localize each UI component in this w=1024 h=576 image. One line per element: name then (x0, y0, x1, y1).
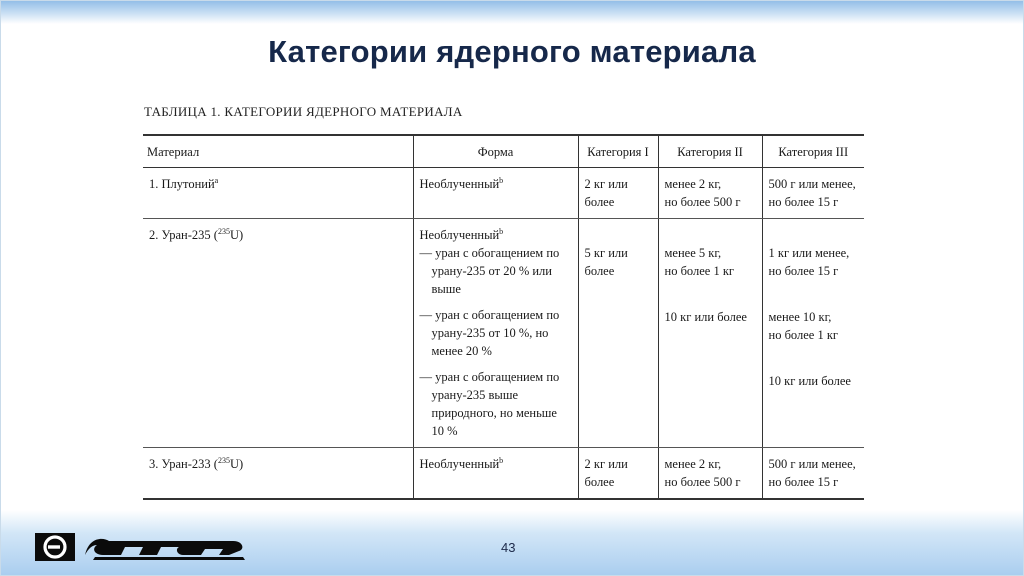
footnote-mark: b (499, 455, 504, 465)
value-line: но более 1 кг (664, 264, 735, 278)
value-line: менее 2 кг, (664, 177, 722, 191)
form-sub-item: — уран с обогащением по урану-235 от 10 %, но менее 20 % (419, 308, 560, 358)
header-material: Материал (143, 135, 413, 168)
cell-category-1: 2 кг или более (578, 168, 658, 219)
footnote-mark: a (214, 175, 219, 185)
value-line: менее 2 кг, (664, 457, 722, 471)
isotope-mass: 235 (217, 226, 230, 236)
form-text: Необлученный (419, 177, 500, 191)
value-line: но более 1 кг (768, 328, 839, 342)
table-row-plutonium (143, 168, 864, 219)
cell-category-1 (578, 219, 658, 448)
value-line: 10 кг или более (768, 374, 851, 388)
header-category-2: Категория II (658, 135, 762, 168)
nuclear-material-category-table (143, 134, 864, 500)
value-line: менее 5 кг, (664, 246, 722, 260)
form-sub-item: — уран с обогащением по урану-235 от 20 % или выше (419, 246, 560, 296)
table-header-row (143, 135, 864, 168)
cell-material (143, 168, 413, 219)
table-caption: ТАБЛИЦА 1. КАТЕГОРИИ ЯДЕРНОГО МАТЕРИАЛА (144, 104, 463, 119)
cell-category-2 (658, 168, 762, 219)
form-sub-item: — уран с обогащением по урану-235 выше природного, но меньше 10 % (419, 370, 560, 438)
slide-title: Категории ядерного материала (268, 34, 756, 69)
cell-category-3 (762, 448, 864, 500)
value-line: но более 15 г (768, 264, 839, 278)
value-line: но более 500 г (664, 195, 741, 209)
cell-form (413, 219, 578, 448)
isotope-symbol: U) (229, 228, 244, 242)
cell-form (413, 448, 578, 500)
page-number: 43 (501, 540, 516, 555)
form-text: Необлученный (419, 457, 500, 471)
footnote-mark: b (499, 226, 504, 236)
eleron-logo-mark (33, 527, 253, 567)
value-line: но более 15 г (768, 195, 839, 209)
table-row-uranium-233 (143, 448, 864, 500)
footnote-mark: b (499, 175, 504, 185)
eleron-logo (33, 527, 253, 567)
cell-category-2 (658, 219, 762, 448)
value-line: менее 10 кг, (768, 310, 832, 324)
header-category-1: Категория I (578, 135, 658, 168)
header-category-3: Категория III (762, 135, 864, 168)
cell-material (143, 448, 413, 500)
table-row-uranium-235 (143, 219, 864, 448)
header-form: Форма (413, 135, 578, 168)
cell-category-3 (762, 168, 864, 219)
value-line: 500 г или менее, (768, 457, 856, 471)
isotope-mass: 235 (217, 455, 230, 465)
cell-category-1: 2 кг или более (578, 448, 658, 500)
isotope-symbol: U) (229, 457, 244, 471)
value-line: 5 кг или более (584, 246, 628, 278)
material-name: 1. Плутоний (149, 177, 215, 191)
cell-form (413, 168, 578, 219)
value-line: но более 500 г (664, 475, 741, 489)
cell-category-2 (658, 448, 762, 500)
material-name: 2. Уран-235 ( (149, 228, 218, 242)
value-line: 10 кг или более (664, 310, 747, 324)
cell-category-3 (762, 219, 864, 448)
material-name: 3. Уран-233 ( (149, 457, 218, 471)
cell-material (143, 219, 413, 448)
top-gradient-band (0, 0, 1024, 24)
value-line: но более 15 г (768, 475, 839, 489)
value-line: 1 кг или менее, (768, 246, 850, 260)
value-line: 500 г или менее, (768, 177, 856, 191)
form-text: Необлученный (419, 228, 500, 242)
